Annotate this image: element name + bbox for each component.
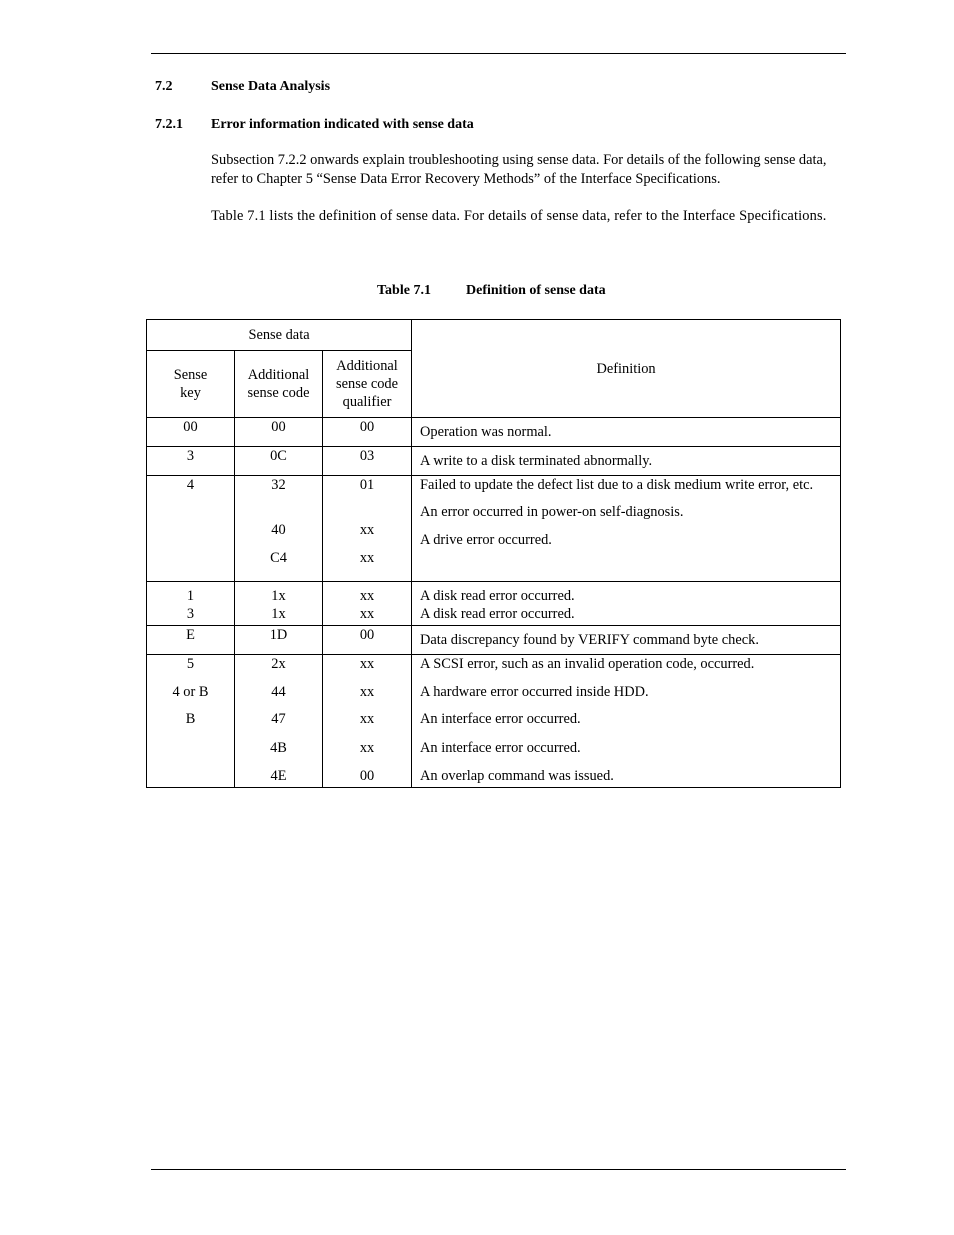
asc-cell: 00	[235, 418, 323, 447]
header-ascq: Additional sense code qualifier	[323, 351, 412, 418]
definition-cell: Data discrepancy found by VERIFY command byte check.	[412, 626, 841, 655]
sense-key-cell: 5 4 or B B	[147, 655, 235, 788]
ascq-cell: xx xx	[323, 582, 412, 626]
header-sense-data: Sense data	[147, 320, 412, 351]
definition-cell: A write to a disk terminated abnormally.	[412, 447, 841, 476]
paragraph-intro: Subsection 7.2.2 onwards explain troubleshooting using sense data. For details of the following sense data, refer to Chapter 5 “Sense Data Error Recovery Methods” of the Interface Specifications.	[211, 152, 827, 187]
subsection-title: Error information indicated with sense data	[211, 117, 474, 132]
header-asc: Additional sense code	[235, 351, 323, 418]
table-row	[147, 582, 841, 626]
table-row	[147, 447, 841, 476]
table-row	[147, 418, 841, 447]
asc-cell: 32 40 C4	[235, 476, 323, 582]
footer-rule	[151, 1169, 846, 1170]
ascq-cell: xx xx xx xx 00	[323, 655, 412, 788]
subsection-number: 7.2.1	[155, 117, 183, 132]
section-number: 7.2	[155, 79, 173, 94]
definition-cell: Failed to update the defect list due to a disk medium write error, etc. An error occurred in power-on self-diagnosis. A drive error occurred.	[412, 476, 841, 582]
section-title: Sense Data Analysis	[211, 79, 331, 94]
asc-cell: 0C	[235, 447, 323, 476]
ascq-cell: 00	[323, 418, 412, 447]
definition-cell: A disk read error occurred. A disk read error occurred.	[412, 582, 841, 626]
asc-cell: 1x 1x	[235, 582, 323, 626]
sense-key-cell: 4	[147, 476, 235, 582]
table-row	[147, 476, 841, 582]
sense-key-cell: 3	[147, 447, 235, 476]
table-row	[147, 626, 841, 655]
ascq-cell: 00	[323, 626, 412, 655]
section-heading	[155, 79, 330, 95]
asc-cell: 1D	[235, 626, 323, 655]
asc-cell: 2x 44 47 4B 4E	[235, 655, 323, 788]
header-definition: Definition	[412, 320, 841, 418]
table-caption-label: Table 7.1	[377, 283, 431, 298]
subsection-heading	[155, 117, 474, 133]
sense-key-cell: 1 3	[147, 582, 235, 626]
header-sense-key: Sense key	[147, 351, 235, 418]
sense-key-cell: 00	[147, 418, 235, 447]
paragraph-table-ref: Table 7.1 lists the definition of sense data. For details of sense data, refer to the Interface Specifications.	[211, 208, 827, 224]
definition-cell: Operation was normal.	[412, 418, 841, 447]
header-rule	[151, 53, 846, 54]
table-row	[147, 655, 841, 788]
ascq-cell: 01 xx xx	[323, 476, 412, 582]
table-caption-title: Definition of sense data	[466, 283, 606, 298]
table-header-row	[147, 320, 841, 351]
table-caption	[377, 283, 606, 299]
sense-key-cell: E	[147, 626, 235, 655]
sense-data-table	[146, 319, 841, 788]
ascq-cell: 03	[323, 447, 412, 476]
definition-cell: A SCSI error, such as an invalid operation code, occurred. A hardware error occurred inside HDD. An interface error occurred. An interface error occurred. An overlap command was issued.	[412, 655, 841, 788]
